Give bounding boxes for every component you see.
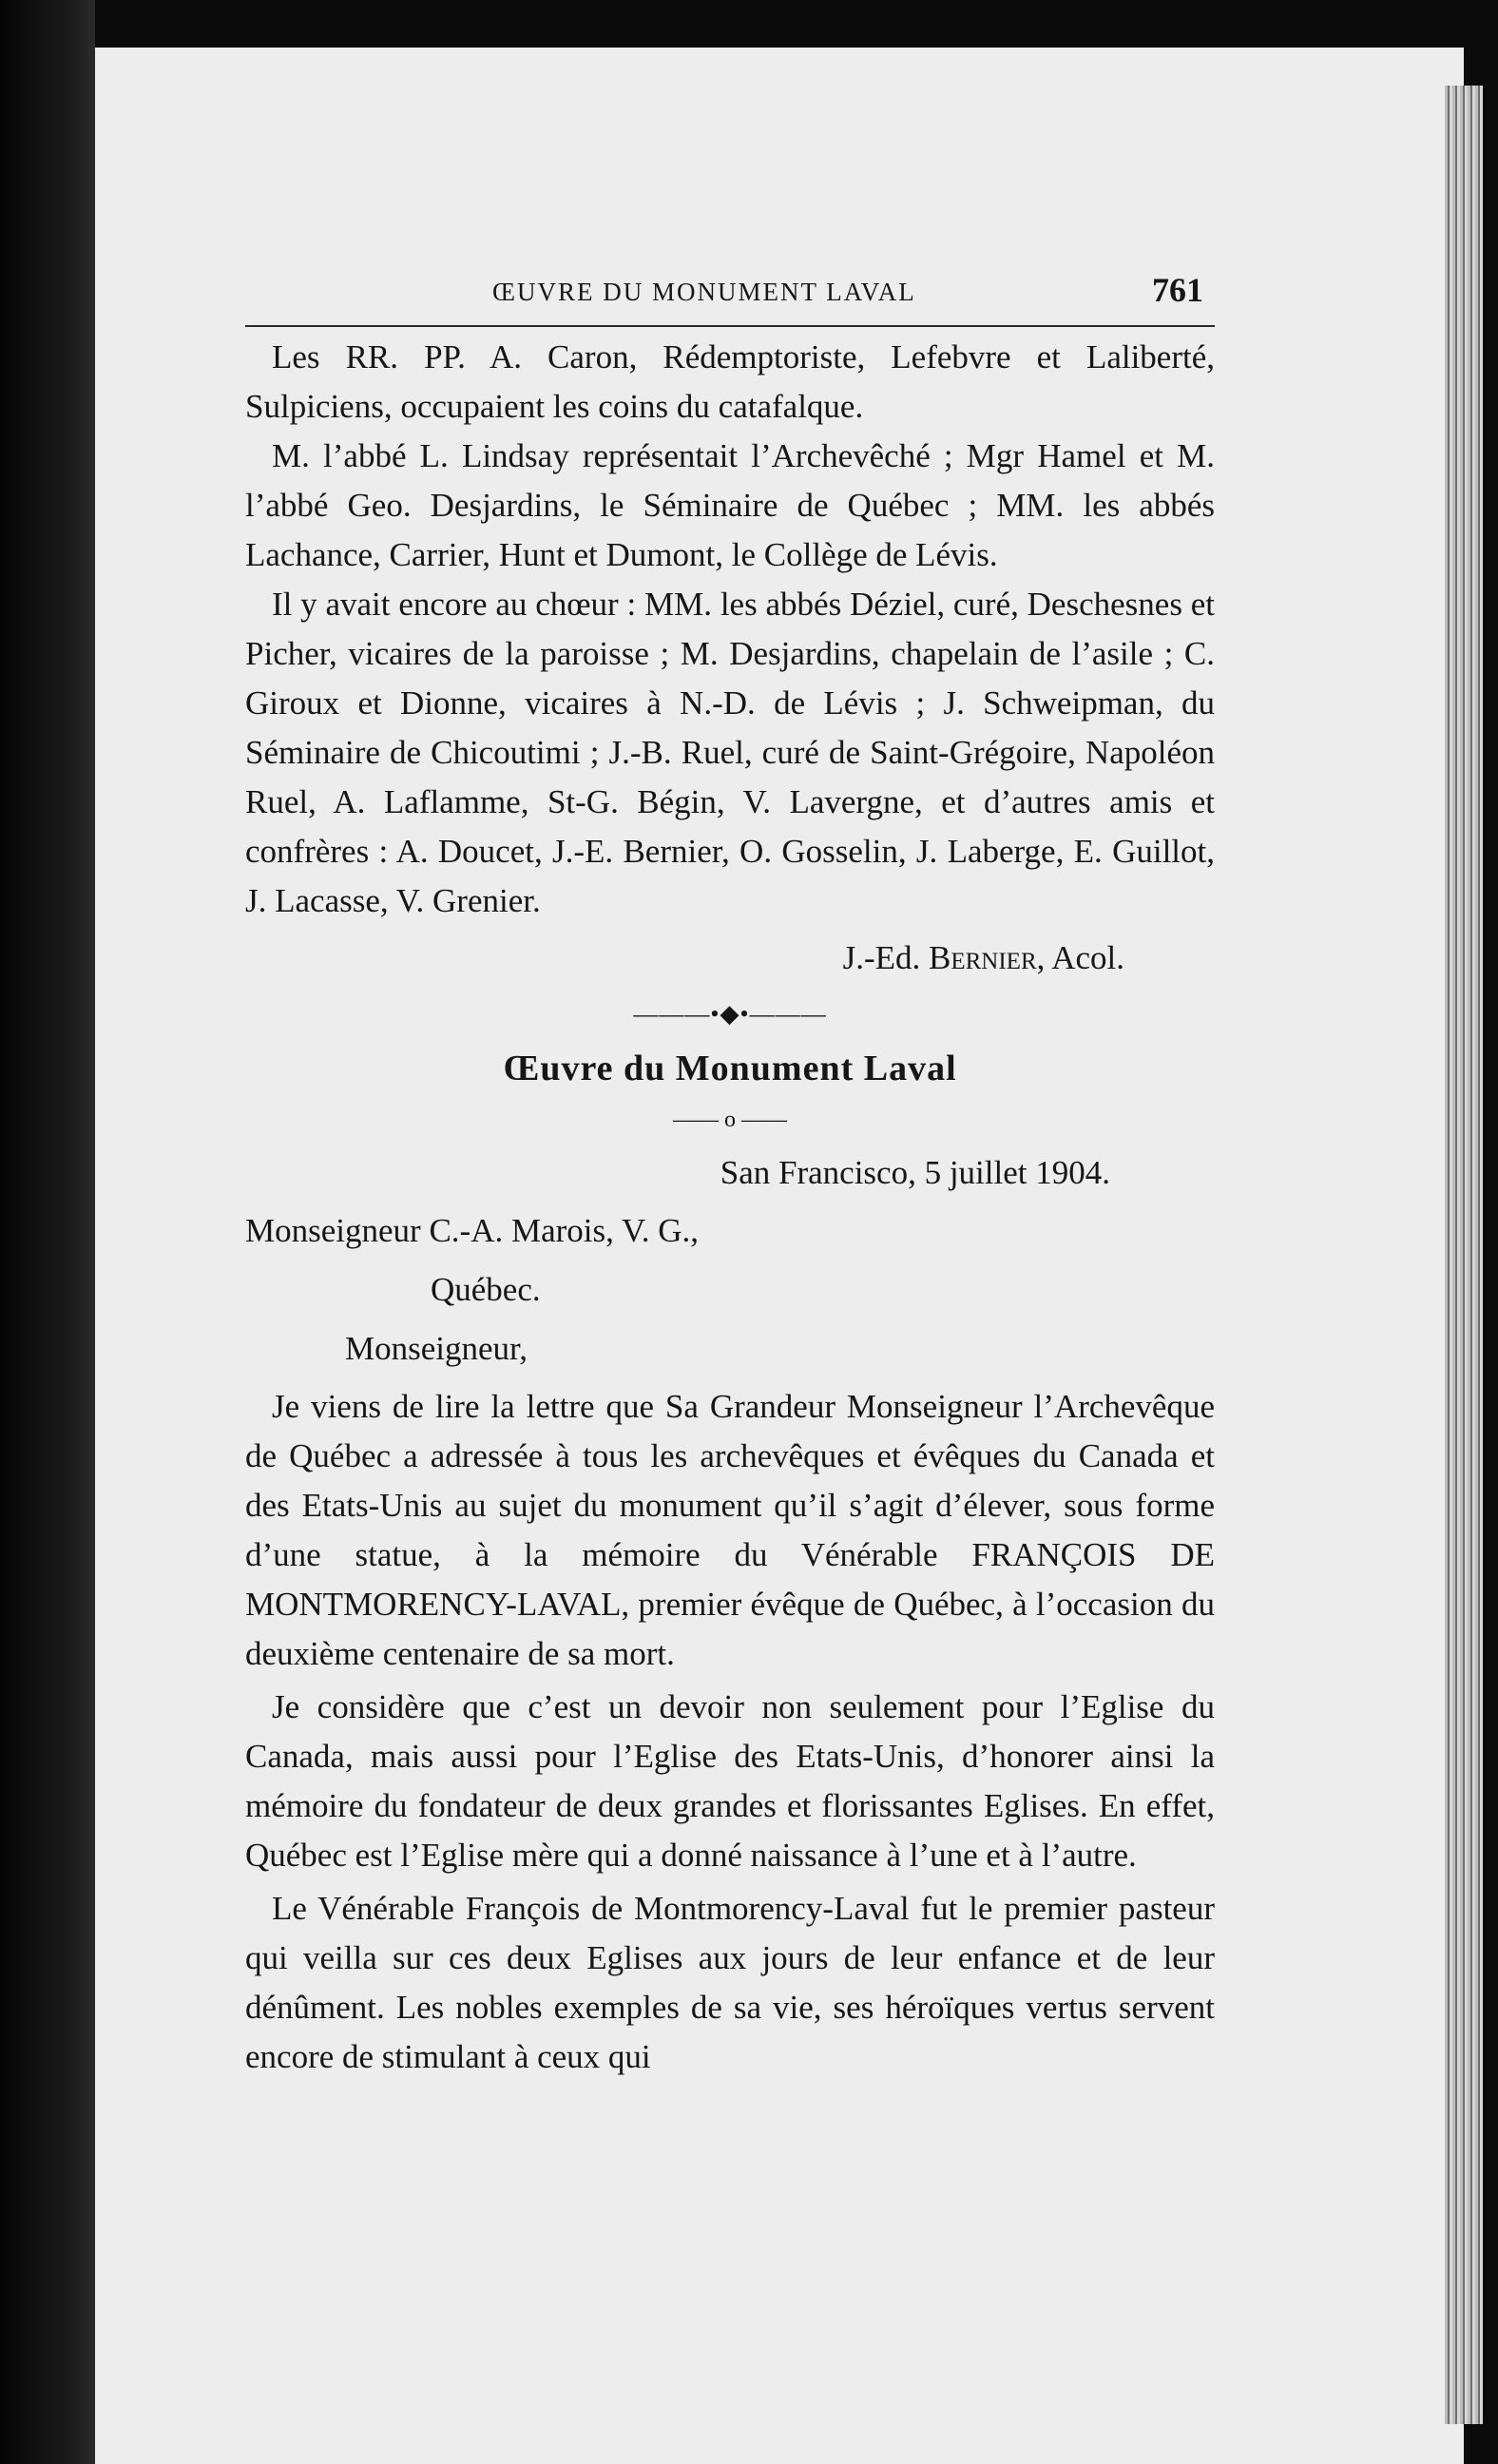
letter: [245, 1145, 1215, 2082]
page-text-block: [245, 271, 1215, 2082]
letter-paragraph: Je considère que c’est un devoir non seulement pour l’Eglise du Canada, mais aussi pour l’Eglise des Etats-Unis, d’honorer ainsi la mémoire du fondateur de deux grandes et florissantes Eglises. En effet, Québec est l’Eglise mère qui a donné naissance à l’une et à l’autre.: [245, 1688, 1215, 1874]
paragraph: Il y avait encore au chœur : MM. les abbés Déziel, curé, Deschesnes et Picher, vicaires de la paroisse ; M. Desjardins, chapelain de l’asile ; C. Giroux et Dionne, vicaires à N.-D. de Lévis ; J. Schweipman, du Séminaire de Chicoutimi ; J.-B. Ruel, curé de Saint-Grégoire, Napoléon Ruel, A. Laflamme, St-G. Bégin, V. Lavergne, et d’autres amis et confrères : A. Doucet, J.-E. Bernier, O. Gosselin, J. Laberge, E. Guillot, J. Lacasse, V. Grenier.: [245, 586, 1215, 919]
signature-initials: J.-Ed.: [842, 939, 921, 976]
letter-paragraph: Je viens de lire la lettre que Sa Grandeur Monseigneur l’Archevêque de Québec a adressée à tous les archevêques et évêques du Canada et des Etats-Unis au sujet du monument qu’il s’agit d’élever, sous forme d’une statue, à la mémoire du Vénérable FRANÇOIS DE MONTMORENCY-LAVAL, premier évêque de Québec, à l’occasion du deuxième centenaire de sa mort.: [245, 1388, 1215, 1672]
letter-dateline: San Francisco, 5 juillet 1904.: [720, 1154, 1110, 1191]
letter-paragraph: Le Vénérable François de Montmorency-Laval fut le premier pasteur qui veilla sur ces deux Eglises aux jours de leur enfance et de leur dénûment. Les nobles exemples de sa vie, ses héroïques vertus servent encore de stimulant à ceux qui: [245, 1890, 1215, 2075]
running-header: [245, 271, 1215, 327]
letter-addressee: Monseigneur C.-A. Marois, V. G.,: [245, 1212, 700, 1249]
letter-salutation: Monseigneur,: [345, 1330, 528, 1367]
letter-addressee-city: Québec.: [431, 1271, 541, 1308]
paragraph: Les RR. PP. A. Caron, Rédemptoriste, Lefebvre et Laliberté, Sulpiciens, occupaient les coins du catafalque.: [245, 338, 1215, 425]
signature-surname: Bernier: [929, 939, 1037, 976]
running-title: ŒUVRE DU MONUMENT LAVAL: [492, 278, 916, 306]
section-rule: —— o ——: [673, 1107, 787, 1132]
page-fore-edge: [1445, 86, 1483, 2424]
section-title: Œuvre du Monument Laval: [503, 1049, 957, 1088]
page-number: 761: [1152, 271, 1203, 309]
ornament-divider: ———•◆•———: [633, 1000, 827, 1028]
book-spine-shadow: [0, 0, 95, 2464]
signature-suffix: , Acol.: [1036, 939, 1124, 976]
signature: [245, 934, 1215, 983]
paragraph: M. l’abbé L. Lindsay représentait l’Archevêché ; Mgr Hamel et M. l’abbé Geo. Desjardins, le Séminaire de Québec ; MM. les abbés Lachance, Carrier, Hunt et Dumont, le Collège de Lévis.: [245, 437, 1215, 573]
